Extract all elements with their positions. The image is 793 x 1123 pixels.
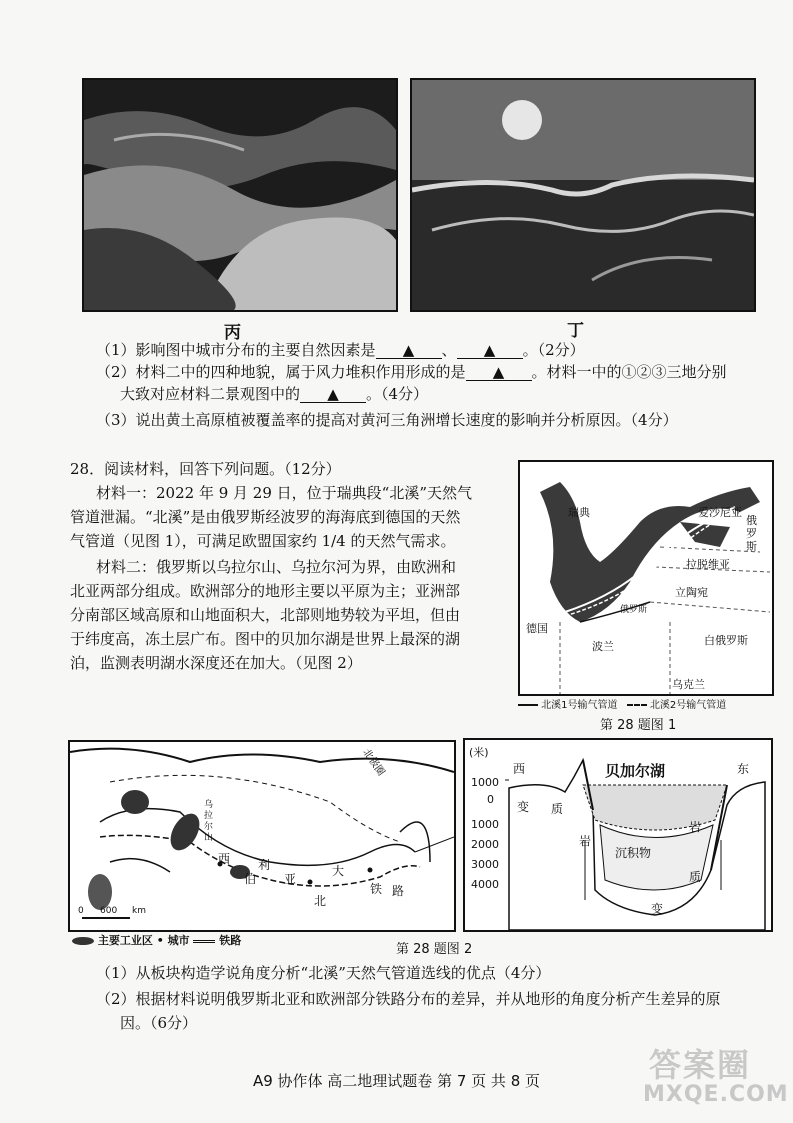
- map-label-lu: 路: [392, 884, 405, 898]
- watermark-line2: MXQE.COM: [643, 1082, 789, 1107]
- river-delta-image: [412, 80, 754, 310]
- section-yan1: 岩: [579, 834, 592, 848]
- q27-sub2-text: （2）材料二中的四种地貌，属于风力堆积作用形成的是: [96, 363, 466, 381]
- q27-sub2: [96, 361, 727, 383]
- q28-m2-line: 于纬度高，冻土层广布。图中的贝加尔湖是世界上最深的湖: [70, 630, 461, 648]
- q28-sub1: （1）从板块构造学说角度分析“北溪”天然气管道选线的优点（4分）: [96, 964, 551, 982]
- legend-rail: 铁路: [219, 934, 242, 947]
- map-label-da: 大: [332, 864, 345, 878]
- legend-line-dashed-icon: [627, 704, 647, 706]
- legend-city: 城市: [167, 934, 190, 947]
- section-ytick: 1000: [471, 818, 499, 831]
- map-label-tie: 铁: [370, 882, 383, 896]
- baltic-sea-map: [520, 462, 772, 694]
- fig1-legend: [518, 696, 778, 711]
- photo-label-bing: 丙: [224, 323, 241, 343]
- map-label-estonia: 爱沙尼亚: [698, 506, 742, 519]
- photo-bing-landscape: [82, 78, 398, 312]
- section-zhi2: 质: [689, 870, 702, 884]
- q27-sub2-text-c: 大致对应材料二景观图中的: [120, 385, 301, 403]
- section-bian2: 变: [651, 902, 664, 916]
- map-label-russia: 俄罗斯: [746, 514, 757, 553]
- q27-sub2-score: 。（4分）: [366, 385, 429, 403]
- legend-line-solid-icon: [518, 704, 538, 706]
- fig2-russia-map: [68, 740, 456, 932]
- q28-m1-line: 气管道（见图 1），可满足欧盟国家约 1/4 的天然气需求。: [70, 532, 456, 550]
- answer-blank[interactable]: ▲: [300, 386, 366, 403]
- section-zhi1: 质: [551, 802, 564, 816]
- q28-m2-line: 北亚两部分组成。欧洲部分的地形主要以平原为主；亚洲部: [70, 582, 461, 600]
- section-ytick: 3000: [471, 858, 499, 871]
- section-bian1: 变: [517, 800, 530, 814]
- q28-sub2-cont: 因。（6分）: [120, 1014, 198, 1032]
- section-ytick: 1000: [471, 776, 499, 789]
- section-ytick: 0: [487, 793, 494, 806]
- map-label-germany: 德国: [526, 622, 548, 635]
- map-label-xi: 西: [218, 852, 231, 866]
- q28-m1-line: 管道泄漏。“北溪”是由俄罗斯经波罗的海海底到德国的天然: [70, 508, 461, 526]
- q28-m2-line: 分南部区域高原和山地面积大，北部则地势较为平坦，但由: [70, 606, 461, 624]
- legend-nordstream2: 北溪2号输气管道: [649, 700, 727, 711]
- map-label-kaliningrad: 俄罗斯: [620, 605, 648, 615]
- sand-dune-image: [84, 80, 396, 310]
- photo-label-ding: 丁: [567, 321, 584, 341]
- russia-map-svg: [70, 742, 454, 930]
- watermark-logo: [609, 1040, 789, 1110]
- map-label-poland: 波兰: [592, 640, 614, 653]
- railway-line-icon: [193, 940, 215, 943]
- answer-blank[interactable]: ▲: [376, 342, 442, 359]
- fig2-baikal-section: [463, 738, 773, 932]
- map-label-finland: 芬兰: [680, 468, 702, 481]
- map-label-sweden: 瑞典: [568, 506, 590, 519]
- map-label-bo: 伯: [244, 872, 257, 886]
- scale-zero: 0: [78, 906, 84, 916]
- q28-sub2: （2）根据材料说明俄罗斯北亚和欧洲部分铁路分布的差异，并从地形的角度分析产生差异的原: [96, 990, 721, 1008]
- page-footer: A9 协作体 高二地理试题卷 第 7 页 共 8 页: [252, 1072, 541, 1090]
- q28-m2-line: 材料二：俄罗斯以乌拉尔山、乌拉尔河为界，由欧洲和: [96, 558, 457, 576]
- section-ytick: 4000: [471, 878, 499, 891]
- industry-zone-icon: [72, 937, 94, 945]
- q27-sub2-text-b: 。材料一中的①②③三地分别: [531, 363, 727, 381]
- map-label-li: 利: [258, 858, 271, 872]
- map-label-ya: 亚: [284, 872, 297, 886]
- legend-nordstream1: 北溪1号输气管道: [541, 700, 618, 711]
- fig2-caption: 第 28 题图 2: [396, 942, 473, 957]
- q28-title: 28．阅读材料，回答下列问题。（12分）: [70, 460, 341, 478]
- map-label-latvia: 拉脱维亚: [686, 558, 730, 571]
- q27-sub1: [96, 339, 585, 361]
- fig1-nordstream-map: [518, 460, 774, 696]
- q28-m1-line: 材料一：2022 年 9 月 29 日，位于瑞典段“北溪”天然气: [96, 484, 472, 502]
- q27-sub1-sep: 、: [441, 341, 457, 359]
- answer-blank[interactable]: ▲: [466, 364, 532, 381]
- q28-material2: [70, 555, 461, 675]
- section-yan2: 岩: [689, 820, 702, 834]
- map-label-bei: 北: [314, 894, 327, 908]
- section-ytick: 2000: [471, 838, 499, 851]
- watermark-line1: 答案圈: [649, 1046, 752, 1084]
- q27-sub3: （3）说出黄土高原植被覆盖率的提高对黄河三角洲增长速度的影响并分析原因。（4分）: [96, 411, 678, 429]
- scale-km: km: [132, 906, 146, 916]
- section-west: 西: [513, 762, 526, 776]
- q27-sub2-cont: [120, 383, 428, 405]
- map-label-belarus: 白俄罗斯: [704, 634, 748, 647]
- scale-600: 600: [100, 906, 118, 916]
- map-label-ural: 乌拉尔山: [204, 800, 214, 843]
- q27-sub1-score: 。（2分）: [522, 341, 585, 359]
- q28-material1: [70, 481, 472, 553]
- legend-industry: 主要工业区: [97, 934, 153, 947]
- section-unit: (米): [469, 746, 489, 759]
- map-label-ukraine: 乌克兰: [672, 678, 705, 691]
- city-dot-icon: •: [156, 934, 164, 947]
- fig1-caption: 第 28 题图 1: [600, 718, 677, 733]
- section-title: 贝加尔湖: [605, 762, 666, 780]
- map-label-arctic-circle: 北极圈: [360, 747, 387, 779]
- photo-ding-landscape: [410, 78, 756, 312]
- fig2-legend: [72, 932, 241, 948]
- q27-sub1-text: （1）影响图中城市分布的主要自然因素是: [96, 341, 376, 359]
- map-label-lithuania: 立陶宛: [675, 586, 708, 599]
- section-east: 东: [737, 762, 750, 776]
- section-sediment: 沉积物: [615, 846, 652, 860]
- answer-blank[interactable]: ▲: [457, 342, 523, 359]
- q28-m2-line: 泊，监测表明湖水深度还在加大。（见图 2）: [70, 654, 362, 672]
